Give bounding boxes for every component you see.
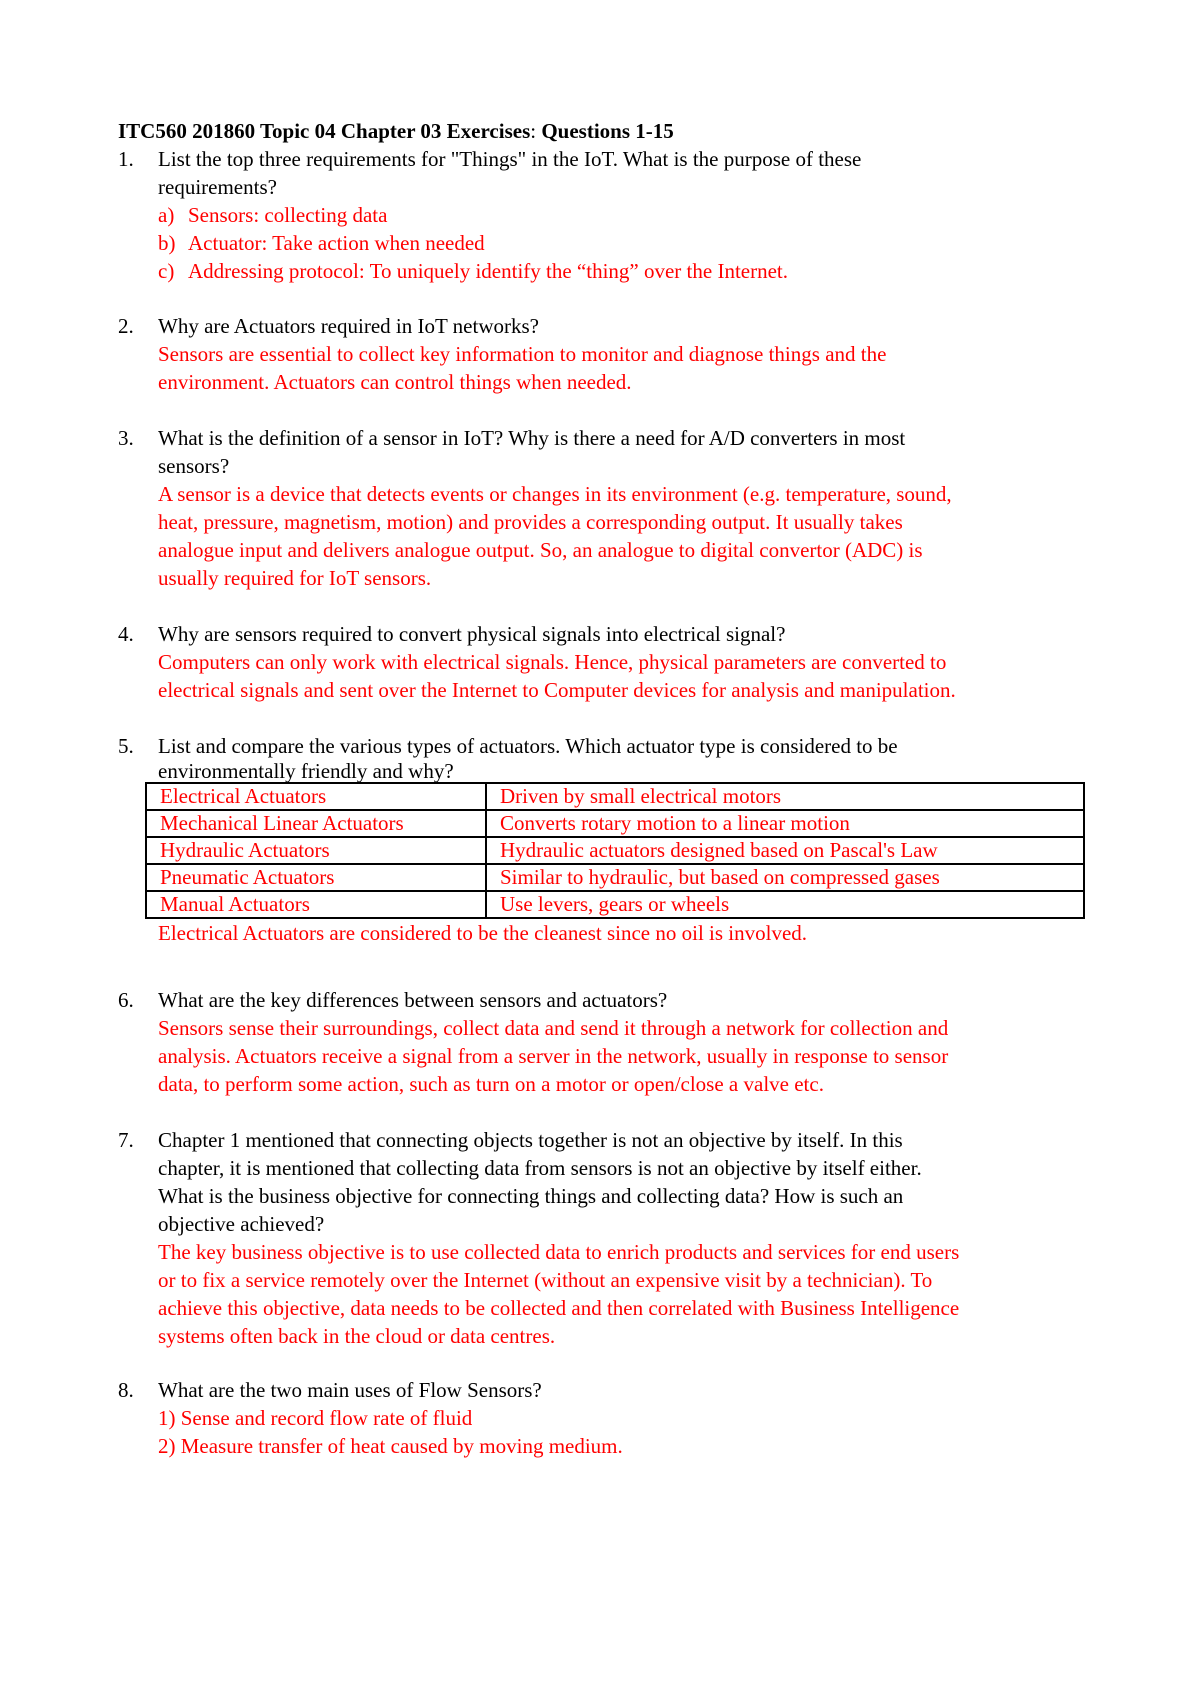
answer-item-label: b) bbox=[158, 231, 176, 255]
answer-item-b bbox=[158, 229, 1200, 257]
table-row bbox=[146, 891, 1084, 918]
table-cell-description: Similar to hydraulic, but based on compressed gases bbox=[486, 864, 1084, 891]
answer-text-line: data, to perform some action, such as turn on a motor or open/close a valve etc. bbox=[158, 1072, 824, 1096]
question-number: 5. bbox=[118, 734, 134, 758]
question-text-line: Why are Actuators required in IoT networks? bbox=[158, 314, 539, 338]
question-4 bbox=[118, 620, 1118, 704]
question-number: 2. bbox=[118, 314, 134, 338]
question-2 bbox=[118, 312, 1118, 396]
answer-item-text: Addressing protocol: To uniquely identify the “thing” over the Internet. bbox=[188, 259, 788, 283]
answer-text-line: 2) Measure transfer of heat caused by moving medium. bbox=[158, 1434, 623, 1458]
question-text-line: chapter, it is mentioned that collecting data from sensors is not an objective by itself either. bbox=[158, 1156, 922, 1180]
table-cell-description: Converts rotary motion to a linear motion bbox=[486, 810, 1084, 837]
question-text-line: What is the definition of a sensor in IoT? Why is there a need for A/D converters in most bbox=[158, 426, 906, 450]
question-text-line: What are the two main uses of Flow Sensors? bbox=[158, 1378, 542, 1402]
answer-item-label: c) bbox=[158, 259, 175, 283]
answer-text-line: heat, pressure, magnetism, motion) and provides a corresponding output. It usually takes bbox=[158, 510, 903, 534]
answer-text-line: Computers can only work with electrical signals. Hence, physical parameters are converted to bbox=[158, 650, 947, 674]
table-row bbox=[146, 837, 1084, 864]
question-1 bbox=[118, 145, 1118, 285]
question-number: 6. bbox=[118, 988, 134, 1012]
table-cell-description: Driven by small electrical motors bbox=[486, 783, 1084, 810]
question-6 bbox=[118, 986, 1118, 1098]
title-questions: Questions 1-15 bbox=[541, 119, 674, 143]
table-row bbox=[146, 783, 1084, 810]
answer-text-line: electrical signals and sent over the Internet to Computer devices for analysis and manipulation. bbox=[158, 678, 956, 702]
question-text-line: Why are sensors required to convert physical signals into electrical signal? bbox=[158, 622, 786, 646]
table-row bbox=[146, 810, 1084, 837]
table-cell-type: Pneumatic Actuators bbox=[146, 864, 486, 891]
answer-item-text: Sensors: collecting data bbox=[188, 203, 388, 227]
title-main: ITC560 201860 Topic 04 Chapter 03 Exercises bbox=[118, 119, 531, 143]
table-cell-type: Electrical Actuators bbox=[146, 783, 486, 810]
answer-text-line: Sensors are essential to collect key information to monitor and diagnose things and the bbox=[158, 342, 887, 366]
question-text-line: requirements? bbox=[158, 175, 277, 199]
table-cell-type: Mechanical Linear Actuators bbox=[146, 810, 486, 837]
answer-item-a bbox=[158, 201, 1200, 229]
table-cell-type: Manual Actuators bbox=[146, 891, 486, 918]
answer-item-label: a) bbox=[158, 203, 175, 227]
answer-text-line: Electrical Actuators are considered to be the cleanest since no oil is involved. bbox=[158, 921, 808, 945]
question-number: 3. bbox=[118, 426, 134, 450]
question-text-line: Chapter 1 mentioned that connecting objects together is not an objective by itself. In this bbox=[158, 1128, 903, 1152]
answer-text-line: achieve this objective, data needs to be collected and then correlated with Business Intelligence bbox=[158, 1296, 960, 1320]
question-number: 8. bbox=[118, 1378, 134, 1402]
answer-text-line: environment. Actuators can control things when needed. bbox=[158, 370, 632, 394]
question-text-line: environmentally friendly and why? bbox=[158, 759, 454, 783]
question-text-line: What are the key differences between sensors and actuators? bbox=[158, 988, 668, 1012]
question-text-line: sensors? bbox=[158, 454, 230, 478]
answer-text-line: The key business objective is to use collected data to enrich products and services for end users bbox=[158, 1240, 960, 1264]
answer-text-line: systems often back in the cloud or data centres. bbox=[158, 1324, 556, 1348]
answer-text-line: analysis. Actuators receive a signal from a server in the network, usually in response to sensor bbox=[158, 1044, 949, 1068]
answer-text-line: Sensors sense their surroundings, collect data and send it through a network for collection and bbox=[158, 1016, 949, 1040]
question-text-line: List and compare the various types of actuators. Which actuator type is considered to be bbox=[158, 734, 898, 758]
question-3 bbox=[118, 424, 1118, 592]
question-5 bbox=[118, 732, 1118, 947]
table-cell-description: Hydraulic actuators designed based on Pascal's Law bbox=[486, 837, 1084, 864]
table-cell-description: Use levers, gears or wheels bbox=[486, 891, 1084, 918]
table-row bbox=[146, 864, 1084, 891]
actuator-types-table bbox=[145, 782, 1085, 919]
table-cell-type: Hydraulic Actuators bbox=[146, 837, 486, 864]
title-colon: : bbox=[530, 119, 542, 143]
answer-text-line: or to fix a service remotely over the Internet (without an expensive visit by a technician). To bbox=[158, 1268, 933, 1292]
answer-text-line: usually required for IoT sensors. bbox=[158, 566, 432, 590]
answer-item-text: Actuator: Take action when needed bbox=[188, 231, 485, 255]
question-text-line: List the top three requirements for "Things" in the IoT. What is the purpose of these bbox=[158, 147, 862, 171]
question-8 bbox=[118, 1376, 1118, 1460]
question-number: 4. bbox=[118, 622, 134, 646]
question-number: 1. bbox=[118, 147, 134, 171]
answer-item-c bbox=[158, 257, 1200, 285]
question-number: 7. bbox=[118, 1128, 134, 1152]
page-title bbox=[118, 117, 674, 145]
question-text-line: objective achieved? bbox=[158, 1212, 325, 1236]
answer-text-line: analogue input and delivers analogue output. So, an analogue to digital convertor (ADC) is bbox=[158, 538, 923, 562]
question-7 bbox=[118, 1126, 1118, 1350]
answer-text-line: A sensor is a device that detects events or changes in its environment (e.g. temperature, sound, bbox=[158, 482, 952, 506]
answer-text-line: 1) Sense and record flow rate of fluid bbox=[158, 1406, 473, 1430]
question-text-line: What is the business objective for connecting things and collecting data? How is such an bbox=[158, 1184, 904, 1208]
